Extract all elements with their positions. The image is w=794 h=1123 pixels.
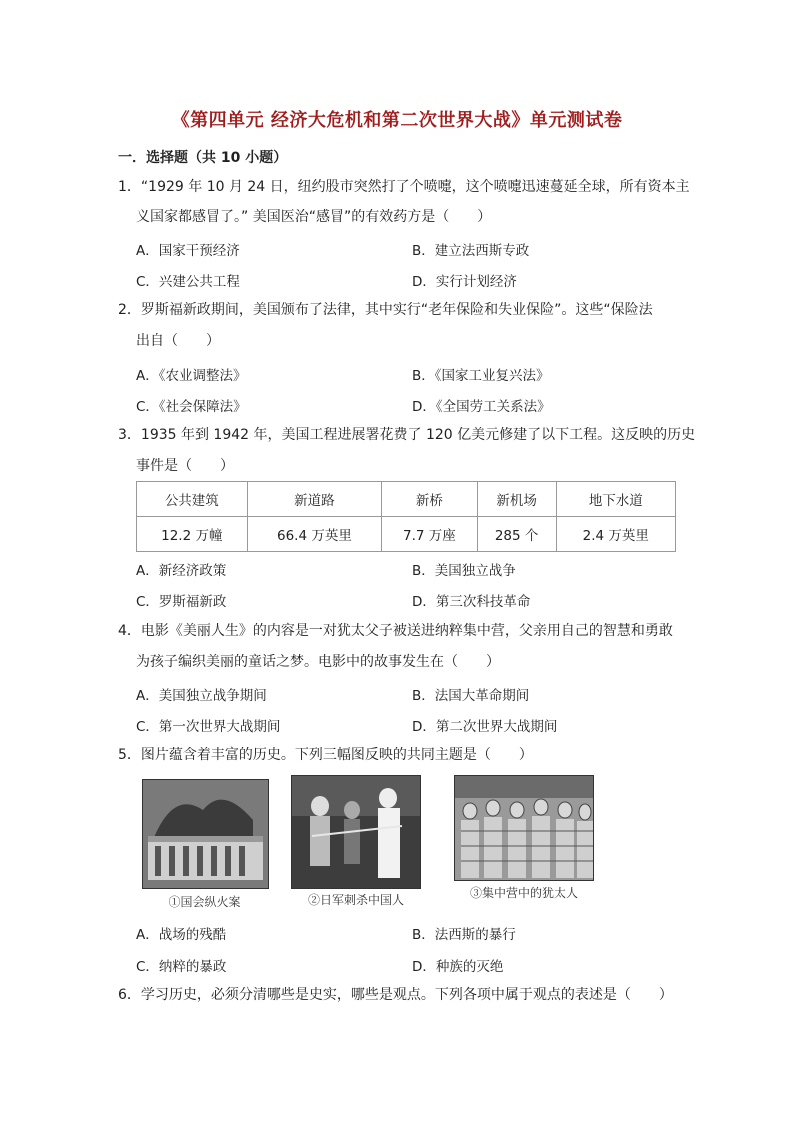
q1-option-c[interactable]: C．兴建公共工程	[136, 274, 240, 290]
table-header-cell: 新机场	[477, 482, 556, 517]
q4-stem-line1: 4．电影《美丽人生》的内容是一对犹太父子被送进纳粹集中营，父亲用自己的智慧和勇敢	[118, 623, 673, 639]
q5-option-b[interactable]: B．法西斯的暴行	[412, 927, 516, 943]
q4-option-c[interactable]: C．第一次世界大战期间	[136, 719, 281, 735]
q5-option-c[interactable]: C．纳粹的暴政	[136, 959, 227, 975]
concentration-camp-photo	[454, 775, 594, 881]
q1-stem-line1: 1．“1929 年 10 月 24 日，纽约股市突然打了个喷嚏，这个喷嚏迅速蔓延全球，所有资本主	[118, 179, 690, 195]
q4-stem-line2: 为孩子编织美丽的童话之梦。电影中的故事发生在（ ）	[136, 654, 500, 670]
q5-picture-group	[136, 775, 606, 910]
q3-option-a[interactable]: A．新经济政策	[136, 563, 227, 579]
table-header-cell: 新道路	[247, 482, 382, 517]
q2-stem-line2: 出自（ ）	[136, 333, 220, 349]
table-cell: 66.4 万英里	[247, 517, 382, 552]
q1-stem-line2: 义国家都感冒了。” 美国医治“感冒”的有效药方是（ ）	[136, 209, 492, 225]
q5-stem-line1: 5．图片蕴含着丰富的历史。下列三幅图反映的共同主题是（ ）	[118, 747, 533, 763]
q2-option-d[interactable]: D．《全国劳工关系法》	[412, 399, 551, 415]
q2-option-c[interactable]: C．《社会保障法》	[136, 399, 247, 415]
picture-reichstag-fire	[142, 779, 267, 909]
q6-stem-line1: 6．学习历史，必须分清哪些是史实，哪些是观点。下列各项中属于观点的表述是（ ）	[118, 987, 673, 1003]
table-header-cell: 新桥	[382, 482, 477, 517]
caption-1: ①国会纵火案	[168, 895, 241, 909]
q3-option-d[interactable]: D．第三次科技革命	[412, 594, 531, 610]
page-title: 《第四单元 经济大危机和第二次世界大战》单元测试卷	[171, 110, 623, 131]
section-heading: 一．选择题（共 10 小题）	[118, 150, 288, 166]
q3-stem-line1: 3．1935 年到 1942 年，美国工程进展署花费了 120 亿美元修建了以下工程。这反映的历史	[118, 427, 696, 443]
q3-stem-line2: 事件是（ ）	[136, 458, 234, 474]
q3-option-c[interactable]: C．罗斯福新政	[136, 594, 227, 610]
q2-option-b[interactable]: B．《国家工业复兴法》	[412, 368, 550, 384]
q1-option-a[interactable]: A．国家干预经济	[136, 243, 240, 259]
q4-option-b[interactable]: B．法国大革命期间	[412, 688, 530, 704]
q2-option-a[interactable]: A．《农业调整法》	[136, 368, 247, 384]
q4-option-d[interactable]: D．第二次世界大战期间	[412, 719, 558, 735]
caption-3: ③集中营中的犹太人	[469, 886, 578, 900]
table-cell: 2.4 万英里	[556, 517, 675, 552]
table-header-cell: 地下水道	[556, 482, 675, 517]
table-cell: 12.2 万幢	[137, 517, 248, 552]
q3-option-b[interactable]: B．美国独立战争	[412, 563, 516, 579]
q4-option-a[interactable]: A．美国独立战争期间	[136, 688, 267, 704]
q5-option-d[interactable]: D．种族的灭绝	[412, 959, 504, 975]
japanese-soldiers-photo	[291, 775, 421, 889]
picture-concentration-camp	[454, 775, 594, 909]
table-header-row	[137, 482, 676, 517]
table-cell: 7.7 万座	[382, 517, 477, 552]
q1-option-b[interactable]: B．建立法西斯专政	[412, 243, 530, 259]
q3-data-table	[136, 481, 676, 552]
q2-stem-line1: 2．罗斯福新政期间，美国颁布了法律，其中实行“老年保险和失业保险”。这些“保险法	[118, 302, 653, 318]
q5-option-a[interactable]: A．战场的残酷	[136, 927, 227, 943]
table-header-cell: 公共建筑	[137, 482, 248, 517]
q1-option-d[interactable]: D．实行计划经济	[412, 274, 517, 290]
caption-2: ②日军刺杀中国人	[307, 893, 404, 907]
table-row	[137, 517, 676, 552]
table-cell: 285 个	[477, 517, 556, 552]
reichstag-fire-photo	[142, 779, 269, 889]
picture-japanese-soldiers	[291, 775, 421, 909]
